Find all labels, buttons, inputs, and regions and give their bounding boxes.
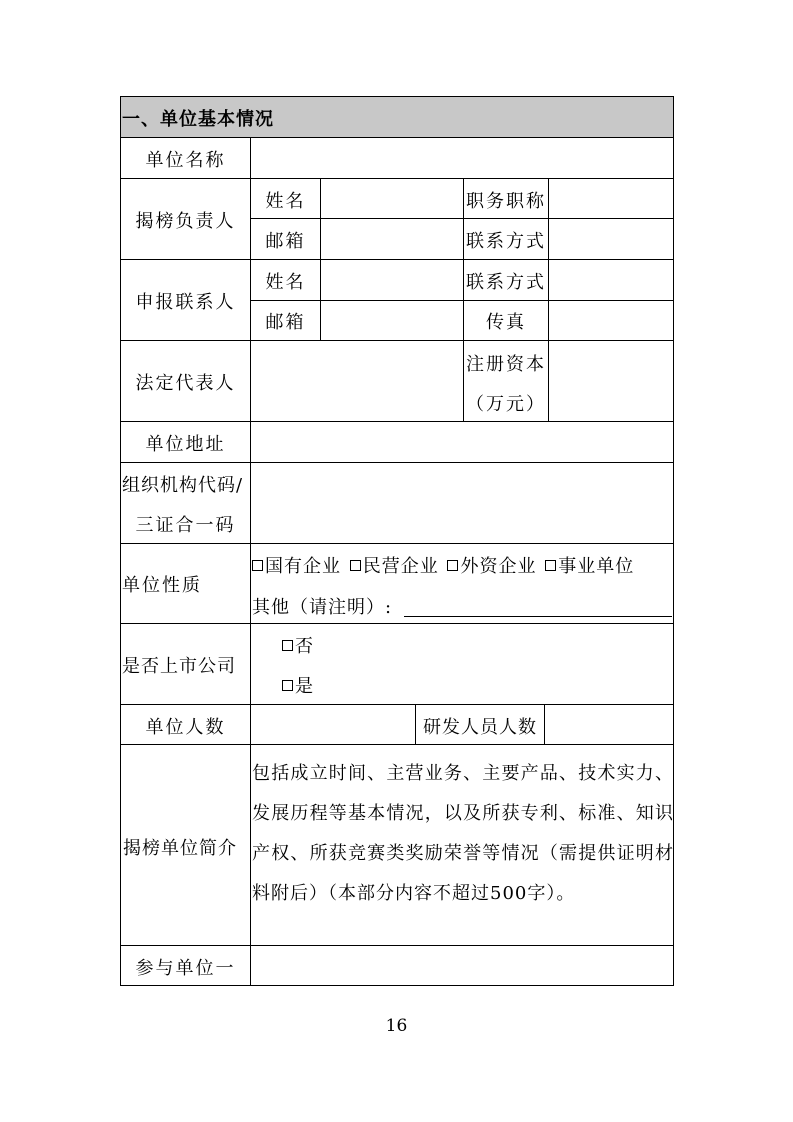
org-code-field[interactable] [252, 464, 672, 542]
checkbox-icon [545, 560, 556, 571]
unit-name-field[interactable] [252, 139, 672, 177]
address-field[interactable] [252, 423, 672, 461]
contact-email-field[interactable] [322, 302, 462, 339]
section-title: 一、单位基本情况 [122, 109, 274, 130]
label-address: 单位地址 [145, 434, 226, 455]
label-capital-line1: 注册资本 [466, 354, 546, 375]
label-unit-name: 单位名称 [145, 150, 226, 171]
legal-rep-field[interactable] [252, 342, 462, 420]
leader-phone-field[interactable] [550, 220, 672, 258]
intro-text[interactable]: 包括成立时间、主营业务、主要产品、技术实力、发展历程等基本情况，以及所获专利、标准、知识产权、所获竞赛类奖励荣誉等情况（需提供证明材料附后）（本部分内容不超过500字）。 [252, 763, 674, 904]
checkbox-icon [447, 560, 458, 571]
checkbox-icon [252, 560, 263, 571]
checkbox-icon [282, 640, 293, 651]
label-leader-email: 邮箱 [265, 231, 306, 252]
label-headcount: 单位人数 [145, 717, 226, 738]
checkbox-icon [282, 680, 293, 691]
rd-count-field[interactable] [546, 706, 672, 743]
label-rd-count: 研发人员人数 [423, 717, 537, 738]
nature-option-foreign[interactable]: 外资企业 [447, 556, 536, 577]
contact-name-field[interactable] [322, 261, 462, 299]
listed-option-no[interactable]: 否 [282, 637, 315, 657]
nature-option-private[interactable]: 民营企业 [350, 556, 439, 577]
label-intro: 揭榜单位简介 [123, 838, 237, 859]
label-contact-name: 姓名 [265, 272, 306, 293]
label-participant: 参与单位一 [135, 958, 236, 979]
label-legal-rep: 法定代表人 [135, 373, 236, 394]
nature-other-label: 其他（请注明）: [252, 597, 393, 618]
label-leader-title: 职务职称 [466, 191, 546, 212]
label-listed: 是否上市公司 [122, 656, 236, 677]
nature-option-state[interactable]: 国有企业 [252, 556, 341, 577]
label-contact-phone: 联系方式 [466, 272, 546, 293]
nature-options [252, 557, 673, 577]
contact-phone-field[interactable] [550, 261, 672, 299]
listed-option-yes[interactable]: 是 [282, 677, 315, 697]
page-number: 16 [385, 1016, 408, 1036]
leader-name-field[interactable] [322, 180, 462, 217]
leader-title-field[interactable] [550, 180, 672, 217]
label-contact-fax: 传真 [486, 312, 526, 333]
capital-field[interactable] [550, 342, 672, 420]
nature-option-institution[interactable]: 事业单位 [545, 556, 634, 577]
label-capital-line2: （万元） [466, 394, 546, 415]
label-leader-name: 姓名 [265, 191, 306, 212]
label-leader-phone: 联系方式 [466, 231, 546, 252]
checkbox-icon [350, 560, 361, 571]
label-leader: 揭榜负责人 [135, 211, 236, 232]
label-org-code-line1: 组织机构代码/ [122, 475, 244, 496]
label-org-code-line2: 三证合一码 [135, 515, 236, 536]
nature-other-field[interactable] [404, 616, 672, 617]
headcount-field[interactable] [252, 706, 414, 743]
label-contact-email: 邮箱 [265, 312, 306, 333]
label-contact: 申报联系人 [135, 292, 236, 313]
leader-email-field[interactable] [322, 220, 462, 258]
label-nature: 单位性质 [122, 575, 202, 596]
participant-field[interactable] [252, 947, 672, 984]
contact-fax-field[interactable] [550, 302, 672, 339]
